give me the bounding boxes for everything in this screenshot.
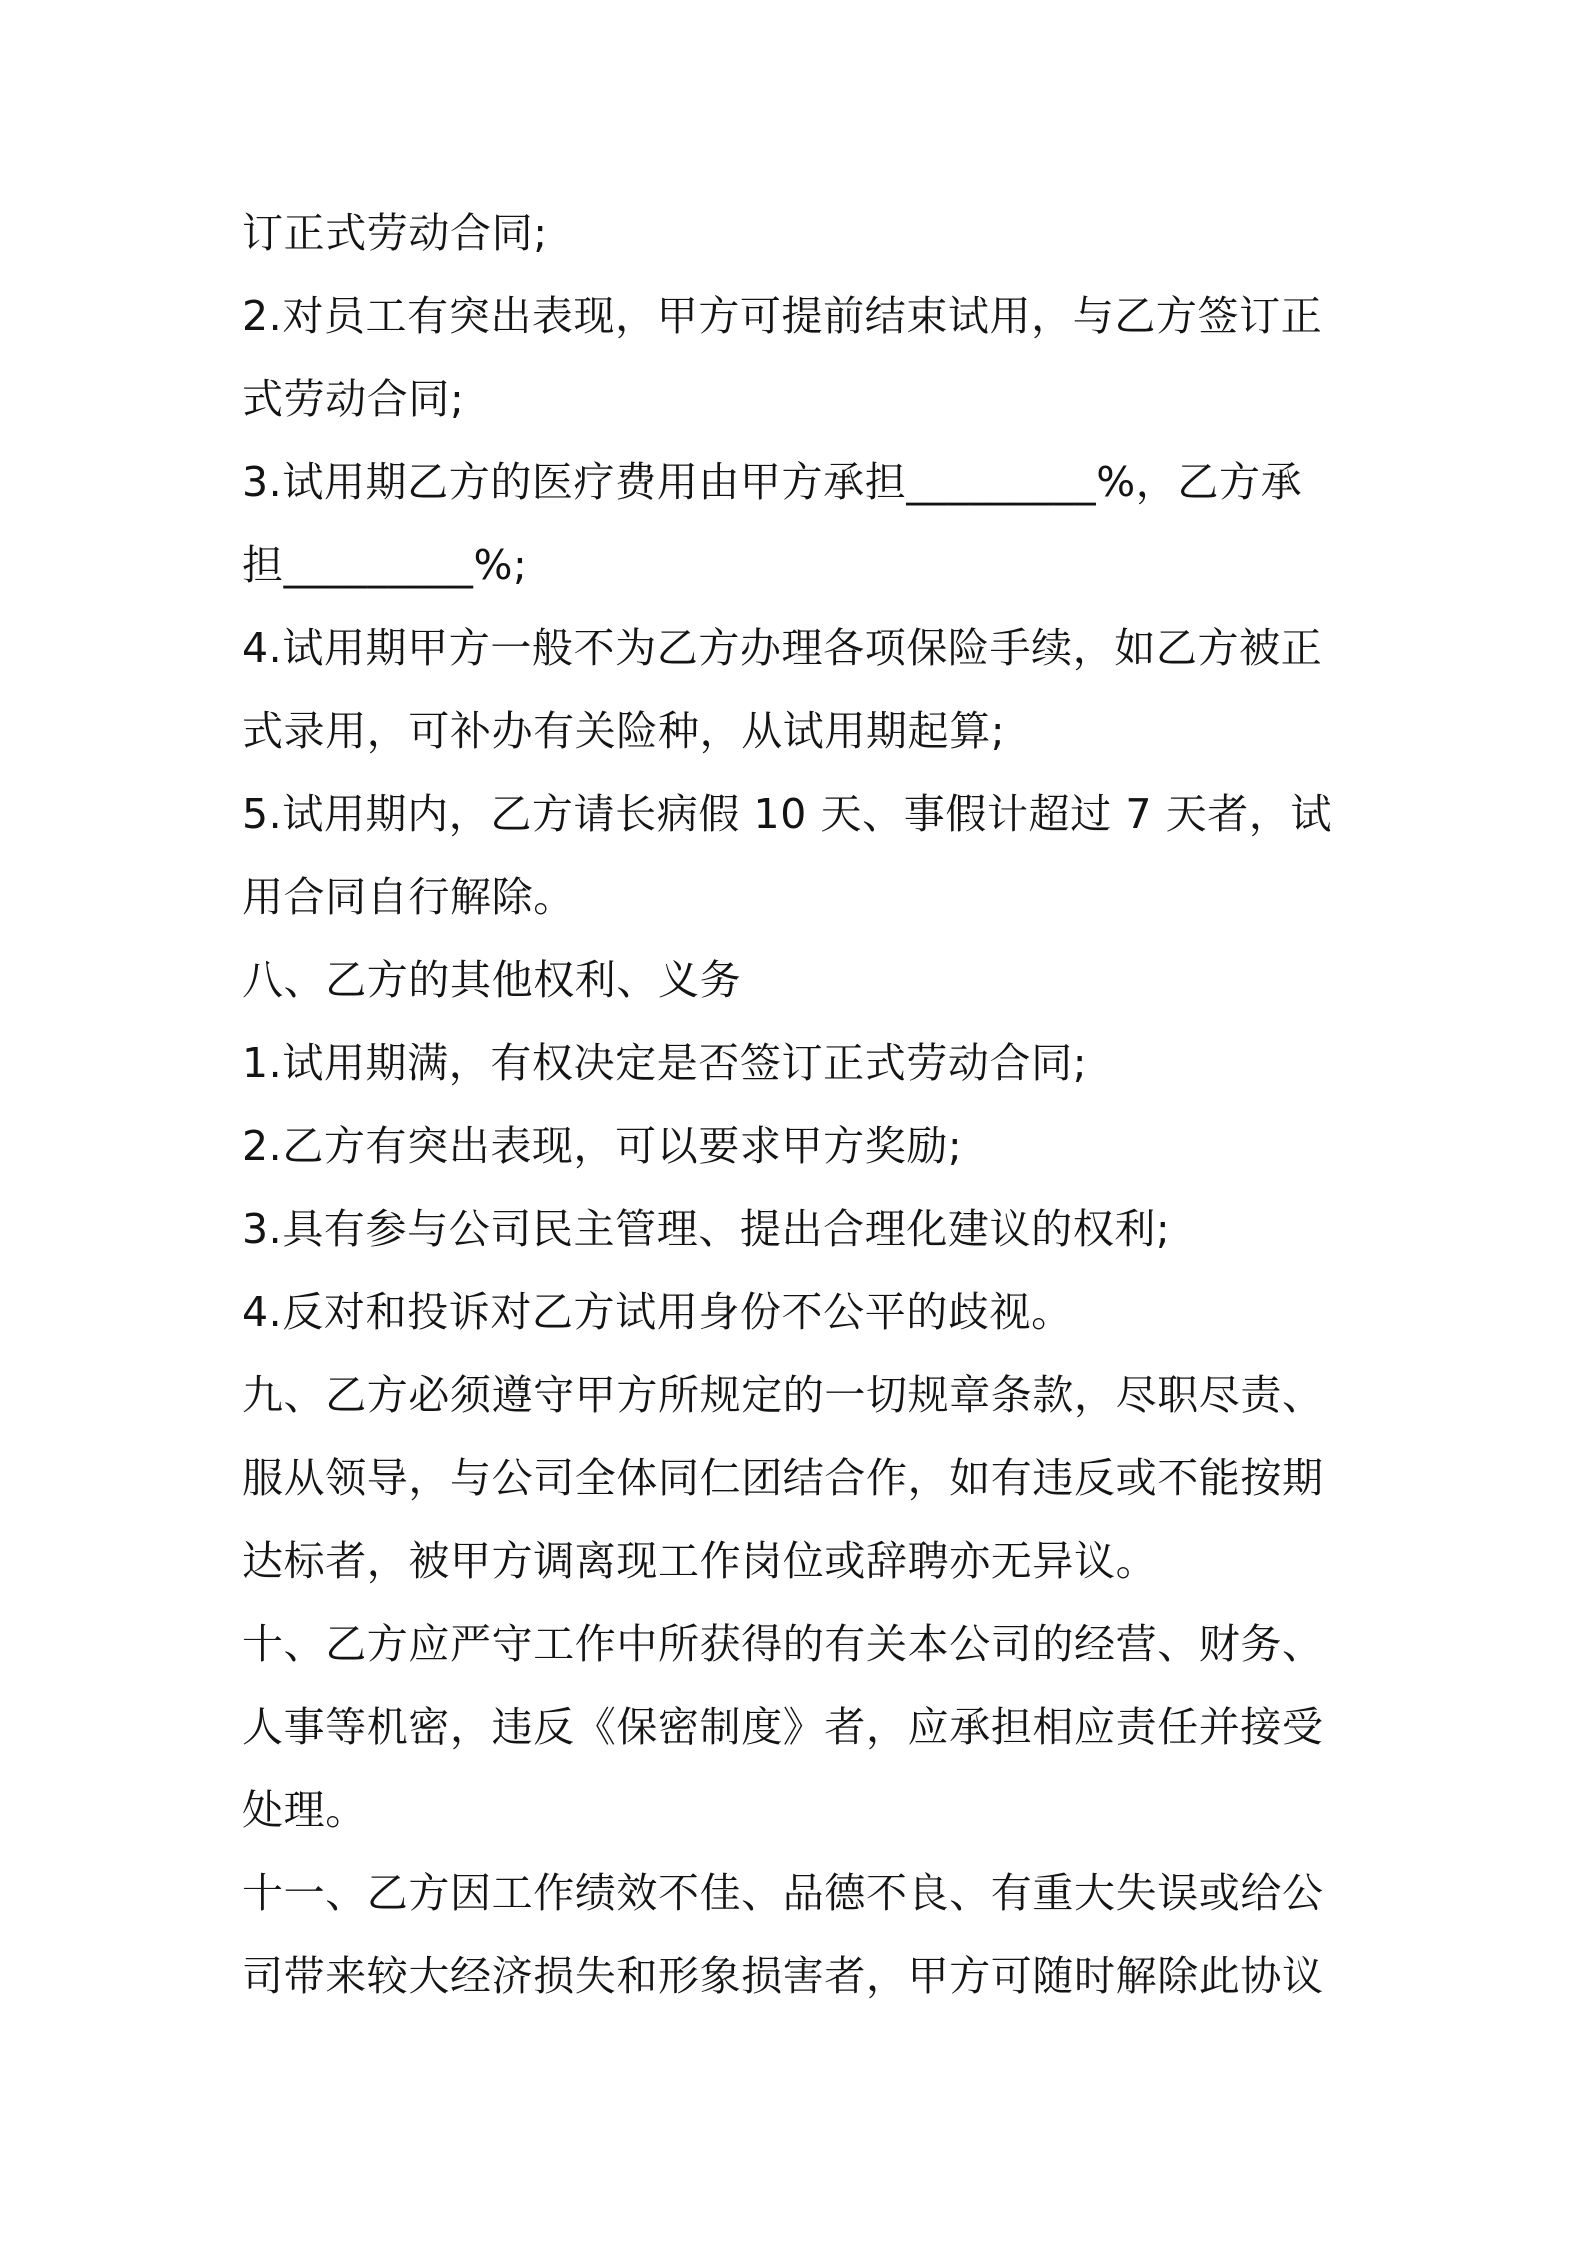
text-line: 5.试用期内，乙方请长病假 10 天、事假计超过 7 天者，试 bbox=[242, 790, 1333, 838]
text-line: 4.反对和投诉对乙方试用身份不公平的歧视。 bbox=[242, 1288, 1073, 1336]
text-line: 九、乙方必须遵守甲方所规定的一切规章条款，尽职尽责、 bbox=[242, 1371, 1324, 1419]
text-line: 处理。 bbox=[242, 1786, 367, 1834]
text-line: 4.试用期甲方一般不为乙方办理各项保险手续，如乙方被正 bbox=[242, 624, 1323, 672]
text-line: 1.试用期满，有权决定是否签订正式劳动合同; bbox=[242, 1039, 1088, 1087]
section-heading: 八、乙方的其他权利、义务 bbox=[242, 956, 742, 1004]
document-body bbox=[242, 192, 1362, 2018]
text-line: 司带来较大经济损失和形象损害者，甲方可随时解除此协议 bbox=[242, 1952, 1324, 2000]
text-line: 人事等机密，违反《保密制度》者，应承担相应责任并接受 bbox=[242, 1703, 1324, 1751]
text-line: 达标者，被甲方调离现工作岗位或辞聘亦无异议。 bbox=[242, 1537, 1158, 1585]
text-line: 订正式劳动合同; bbox=[242, 209, 548, 257]
text-line: 2.乙方有突出表现，可以要求甲方奖励; bbox=[242, 1122, 963, 1170]
text-line: 3.试用期乙方的医疗费用由甲方承担_________%，乙方承 bbox=[242, 458, 1303, 506]
text-line: 十、乙方应严守工作中所获得的有关本公司的经营、财务、 bbox=[242, 1620, 1324, 1668]
text-line: 担_________%; bbox=[242, 541, 528, 589]
text-line: 2.对员工有突出表现，甲方可提前结束试用，与乙方签订正 bbox=[242, 292, 1323, 340]
text-line: 式劳动合同; bbox=[242, 375, 465, 423]
text-line: 服从领导，与公司全体同仁团结合作，如有违反或不能按期 bbox=[242, 1454, 1324, 1502]
text-line: 3.具有参与公司民主管理、提出合理化建议的权利; bbox=[242, 1205, 1171, 1253]
text-line: 式录用，可补办有关险种，从试用期起算; bbox=[242, 707, 1006, 755]
text-line: 十一、乙方因工作绩效不佳、品德不良、有重大失误或给公 bbox=[242, 1869, 1324, 1917]
text-line: 用合同自行解除。 bbox=[242, 873, 575, 921]
